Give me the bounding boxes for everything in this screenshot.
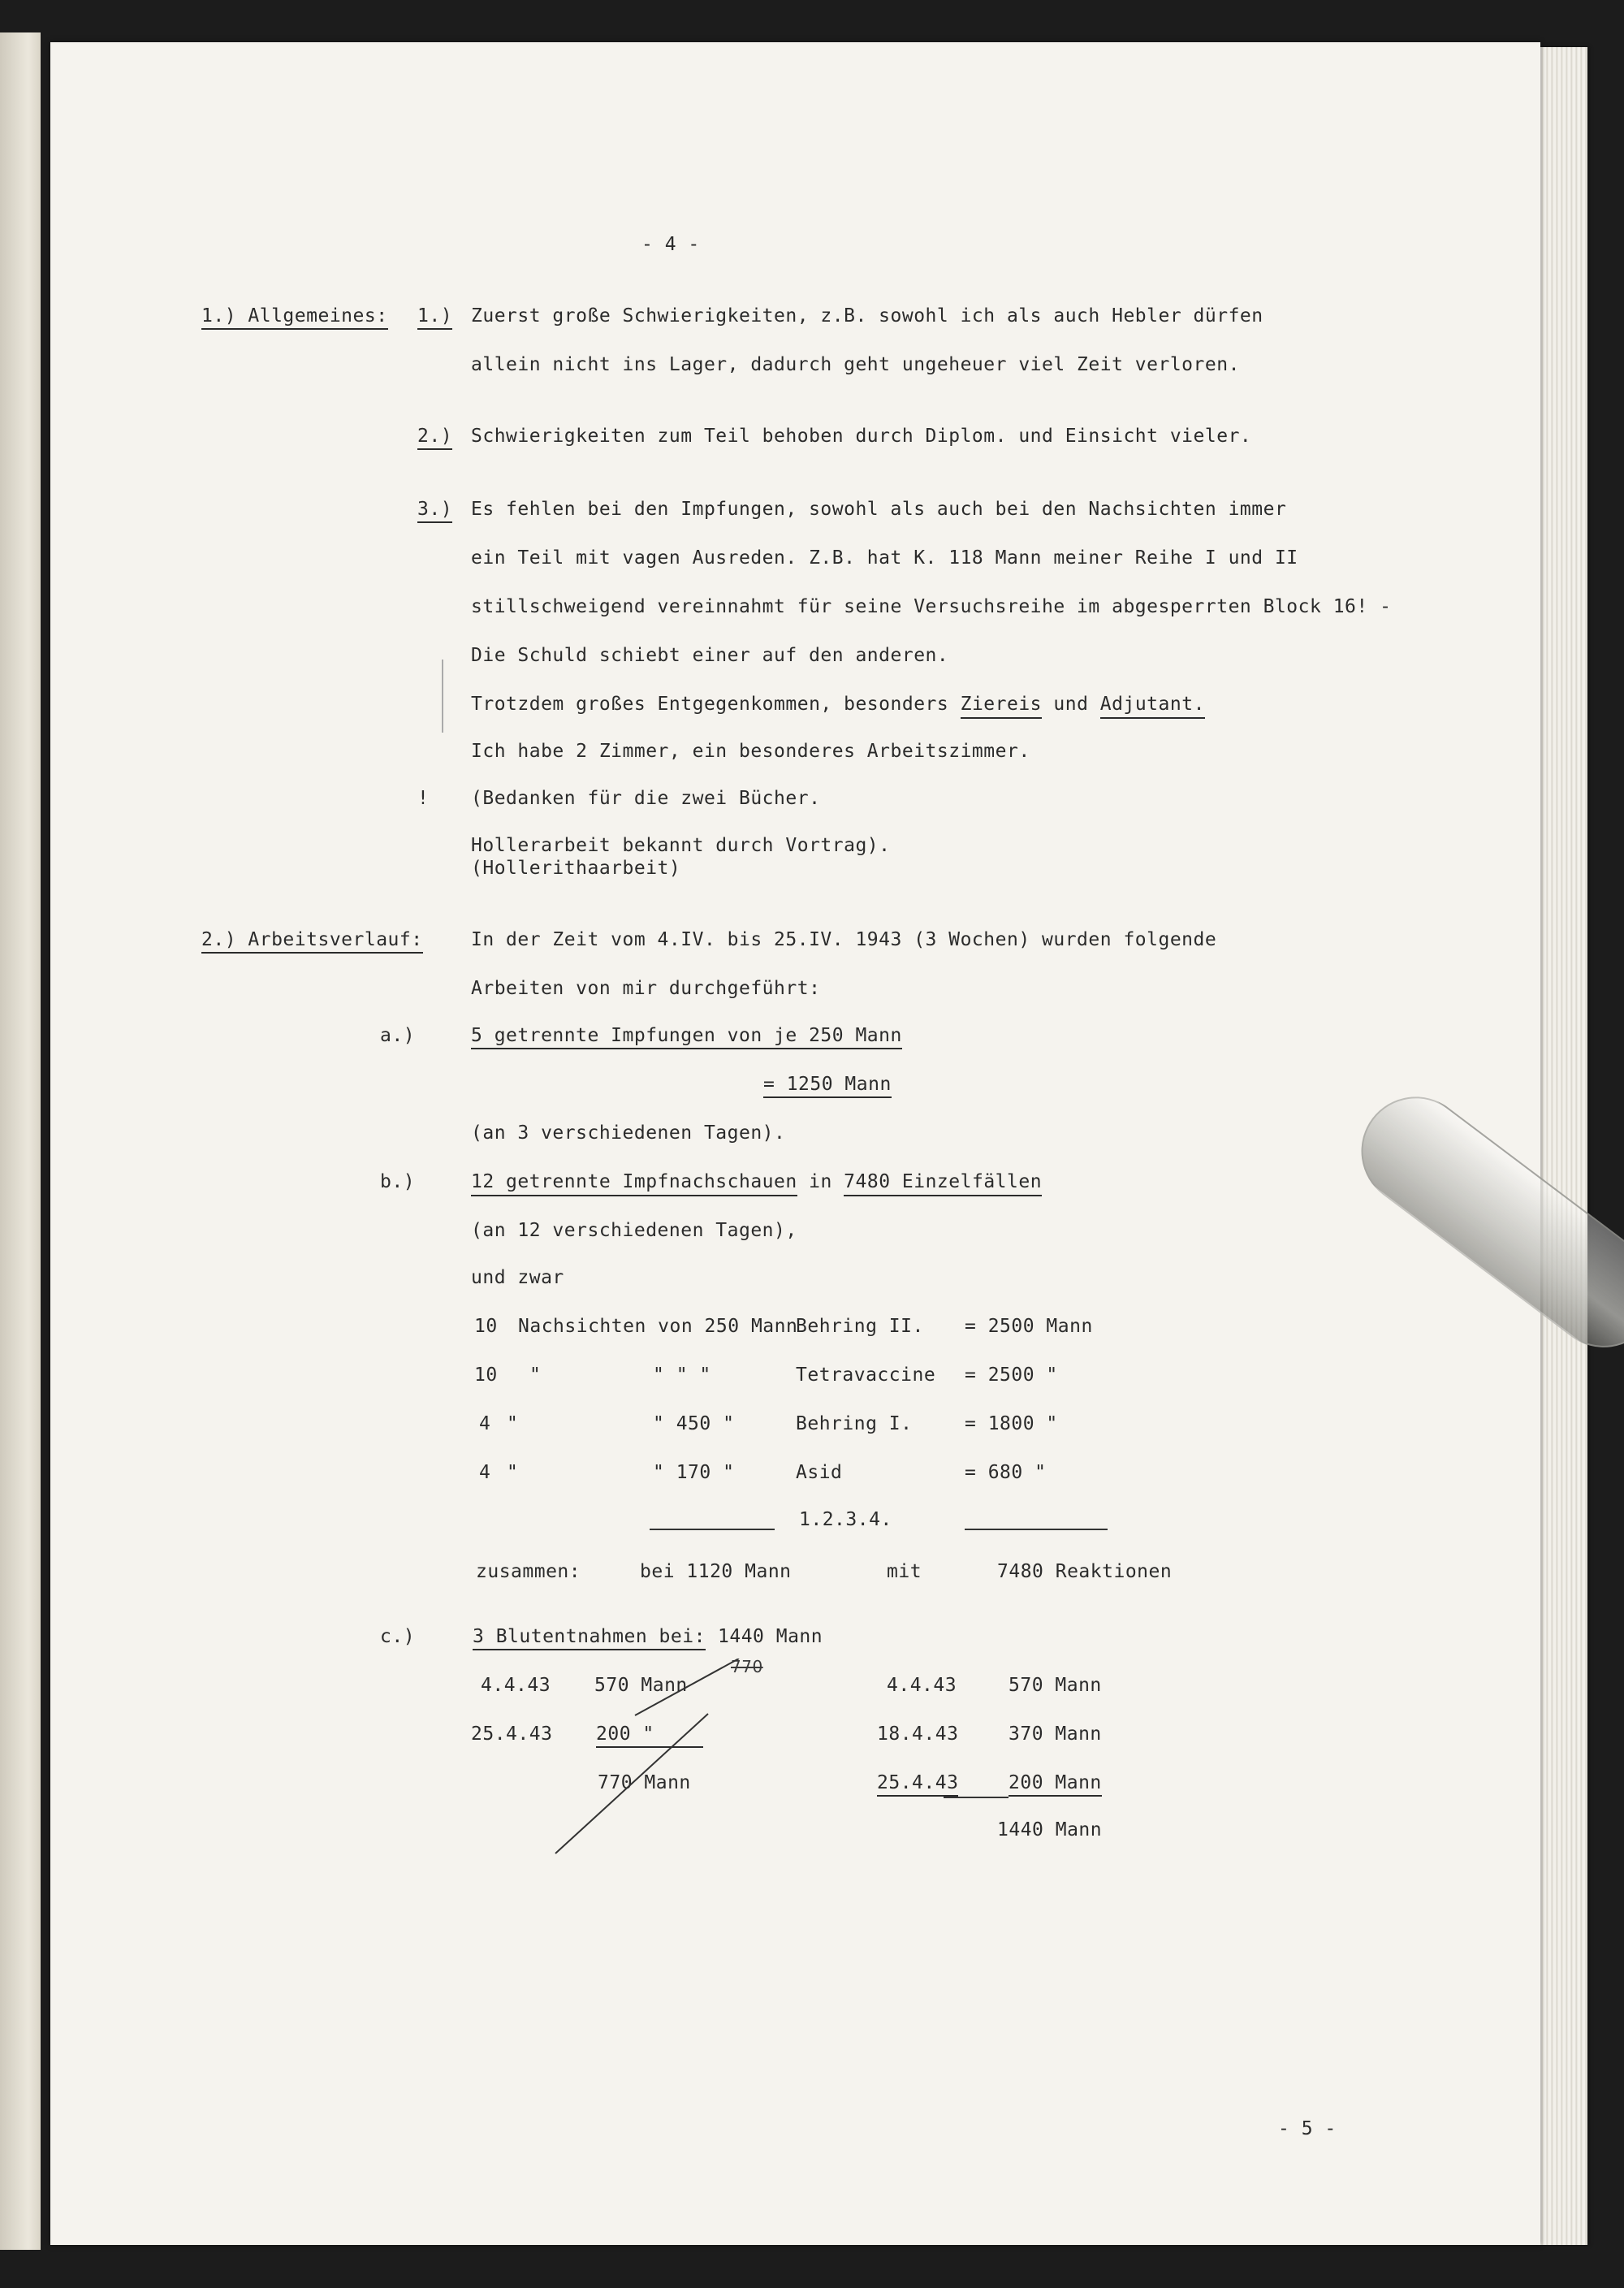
left-row-2-value: 200 " [596, 1725, 703, 1748]
item-3-line-3: stillschweigend vereinnahmt für seine Versuchsreihe im abgesperrten Block 16! - [471, 596, 1392, 617]
right-row-1-value: 570 Mann [1009, 1675, 1102, 1696]
item-2-number: 2.) [417, 427, 452, 450]
zusammen-total: 7480 Reaktionen [997, 1561, 1173, 1582]
row-2-vaccine: Tetravaccine [796, 1365, 936, 1386]
row-2-ditto: " [529, 1365, 542, 1386]
item-1-line-2: allein nicht ins Lager, dadurch geht ungeheuer viel Zeit verloren. [471, 354, 1240, 375]
item-c-label: c.) [380, 1626, 416, 1647]
row-2-desc: " " " [653, 1365, 711, 1386]
item-b-label: b.) [380, 1171, 416, 1192]
row-4-count: 4 [479, 1462, 491, 1483]
item-3-line-7: (Bedanken für die zwei Bücher. [471, 788, 821, 809]
right-row-2-value: 370 Mann [1009, 1724, 1102, 1745]
row-2-total: = 2500 " [965, 1365, 1058, 1386]
row-1-vaccine: Behring II. [796, 1316, 924, 1337]
item-3-line-6: Ich habe 2 Zimmer, ein besonderes Arbeitszimmer. [471, 741, 1030, 762]
right-total: 1440 Mann [997, 1819, 1103, 1840]
item-3-line-9: (Hollerithaarbeit) [471, 858, 681, 879]
left-row-2-date: 25.4.43 [471, 1724, 553, 1745]
item-b-line-1 [471, 1173, 1042, 1192]
row-4-total: = 680 " [965, 1462, 1047, 1483]
zusammen-label: zusammen: [476, 1561, 581, 1582]
sum-rule-left [650, 1529, 775, 1530]
section-2-intro-2: Arbeiten von mir durchgeführt: [471, 978, 821, 999]
zusammen-bei: bei 1120 Mann [640, 1561, 792, 1582]
row-3-ditto: " [507, 1413, 519, 1434]
section-1-heading: 1.) Allgemeines: [201, 307, 388, 330]
row-4-desc: " 170 " [653, 1462, 735, 1483]
item-b-impfnachschauen: 12 getrennte Impfnachschauen [471, 1171, 797, 1196]
item-a-label: a.) [380, 1025, 416, 1046]
item-3-line-2: ein Teil mit vagen Ausreden. Z.B. hat K. 118 Mann meiner Reihe I und II [471, 547, 1298, 569]
item-c-title: 3 Blutentnahmen bei: [473, 1628, 706, 1650]
item-a-line-1: 5 getrennte Impfungen von je 250 Mann [471, 1027, 902, 1049]
row-2-count: 10 [474, 1365, 498, 1386]
sum-label: 1.2.3.4. [799, 1509, 892, 1530]
strike-lines [538, 1659, 749, 1870]
right-row-2-date: 18.4.43 [877, 1724, 959, 1745]
left-row-1-value: 570 Mann [594, 1675, 688, 1696]
item-b-einzelfaelle: 7480 Einzelfällen [844, 1171, 1042, 1196]
zusammen-mit: mit [887, 1561, 922, 1582]
item-c-title-value: 1440 Mann [718, 1626, 823, 1647]
section-2-heading: 2.) Arbeitsverlauf: [201, 931, 423, 954]
margin-mark [442, 660, 443, 733]
row-4-vaccine: Asid [796, 1462, 843, 1483]
right-underline-gap [944, 1797, 1009, 1798]
row-4-ditto: " [507, 1462, 519, 1483]
item-1-number: 1.) [417, 307, 452, 330]
row-3-total: = 1800 " [965, 1413, 1058, 1434]
page-stack-edges [1539, 47, 1587, 2245]
page-number: - 4 - [641, 234, 700, 255]
item-b-in: in [809, 1171, 832, 1192]
row-1-desc: Nachsichten von 250 Mann [518, 1316, 798, 1337]
item-3-number: 3.) [417, 500, 452, 523]
right-row-3-date: 25.4.43 [877, 1774, 958, 1797]
item-2-line-1: Schwierigkeiten zum Teil behoben durch Diplom. und Einsicht vieler. [471, 426, 1252, 447]
item-b-line-3: und zwar [471, 1267, 564, 1288]
item-b-line-2: (an 12 verschiedenen Tagen), [471, 1220, 797, 1241]
item-3-line-5 [471, 695, 1205, 714]
row-3-vaccine: Behring I. [796, 1413, 913, 1434]
next-page-number: - 5 - [1278, 2118, 1337, 2139]
right-row-1-date: 4.4.43 [887, 1675, 957, 1696]
left-row-1-date: 4.4.43 [481, 1675, 551, 1696]
name-ziereis: Ziereis [961, 694, 1042, 719]
item-3-line-8: Hollerarbeit bekannt durch Vortrag). [471, 835, 891, 856]
right-row-3-value: 200 Mann [1009, 1774, 1102, 1797]
row-1-total: = 2500 Mann [965, 1316, 1093, 1337]
struck-value: 770 [731, 1657, 763, 1676]
section-2-intro-1: In der Zeit vom 4.IV. bis 25.IV. 1943 (3 Wochen) wurden folgende [471, 929, 1217, 950]
facing-page-edge [0, 32, 41, 2250]
left-total: 770 Mann [598, 1772, 691, 1793]
row-3-count: 4 [479, 1413, 491, 1434]
document-page [50, 42, 1540, 2245]
sum-rule-right [965, 1529, 1108, 1530]
line-5-text-b: und [1053, 694, 1089, 715]
item-a-total: = 1250 Mann [763, 1075, 892, 1098]
row-1-count: 10 [474, 1316, 498, 1337]
item-3-line-4: Die Schuld schiebt einer auf den anderen. [471, 645, 949, 666]
line-5-text-a: Trotzdem großes Entgegenkommen, besonders [471, 694, 949, 715]
row-3-desc: " 450 " [653, 1413, 735, 1434]
name-adjutant: Adjutant. [1100, 694, 1205, 719]
item-1-line-1: Zuerst große Schwierigkeiten, z.B. sowohl ich als auch Hebler dürfen [471, 305, 1263, 327]
exclamation-mark: ! [417, 788, 430, 809]
item-a-line-2: (an 3 verschiedenen Tagen). [471, 1122, 786, 1144]
item-3-line-1: Es fehlen bei den Impfungen, sowohl als auch bei den Nachsichten immer [471, 499, 1287, 520]
